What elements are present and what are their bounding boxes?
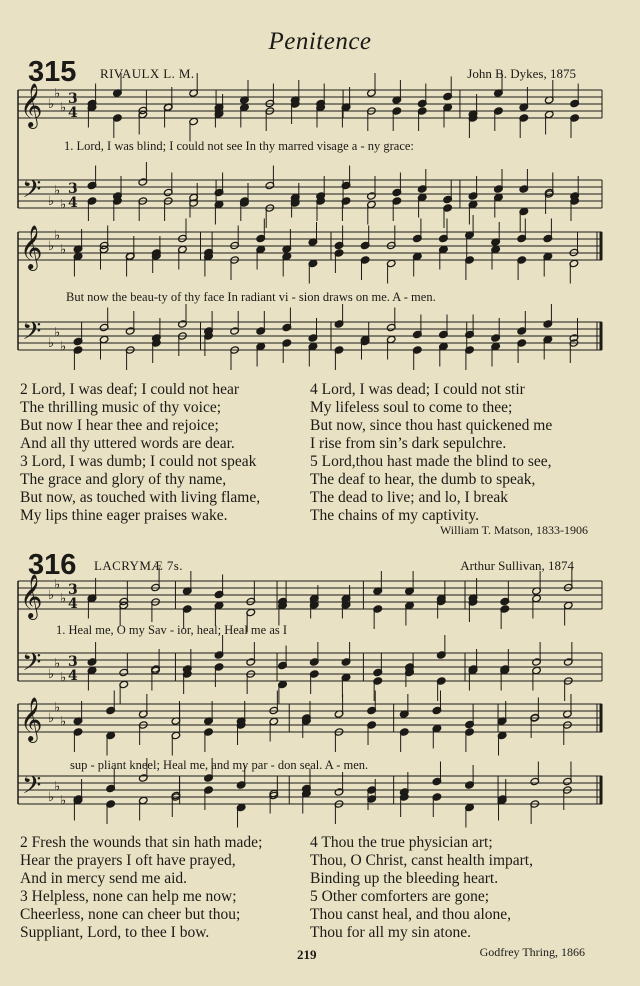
bass-clef: 𝄢 bbox=[22, 175, 42, 210]
flat-sign: ♭ bbox=[48, 239, 55, 254]
verse-line: Thou, O Christ, canst health impart, bbox=[310, 852, 533, 869]
flat-sign: ♭ bbox=[48, 194, 55, 209]
verse-line: 4 Thou the true physician art; bbox=[310, 834, 493, 851]
verse-line: Thou for all my sin atone. bbox=[310, 924, 471, 941]
verses-left bbox=[20, 834, 262, 942]
verse-line: Thou canst heal, and thou alone, bbox=[310, 906, 512, 923]
music-system-3 bbox=[18, 573, 618, 713]
verse-line: 2 Fresh the wounds that sin hath made; bbox=[20, 834, 263, 851]
composer: Arthur Sullivan, 1874 bbox=[460, 558, 574, 573]
verse-line: Binding up the bleeding heart. bbox=[310, 870, 499, 887]
hymn-number: 316 bbox=[28, 549, 77, 581]
verse-line: The grace and glory of thy name, bbox=[20, 471, 227, 488]
flat-sign: ♭ bbox=[60, 242, 67, 258]
flat-sign: ♭ bbox=[60, 670, 67, 686]
author: William T. Matson, 1833-1906 bbox=[439, 523, 588, 537]
verse-line: 5 Lord,thou hast made the blind to see, bbox=[310, 453, 552, 470]
verse-line: And all thy uttered words are dear. bbox=[20, 435, 235, 452]
verse-line: 4 Lord, I was dead; I could not stir bbox=[310, 381, 525, 398]
flat-sign: ♭ bbox=[48, 588, 55, 603]
flat-sign: ♭ bbox=[60, 339, 67, 355]
flat-sign: ♭ bbox=[54, 325, 61, 341]
verse-line: Cheerless, none can cheer but thou; bbox=[20, 906, 241, 923]
time-signature: 3 bbox=[68, 582, 78, 598]
verse-line: My lifeless soul to come to thee; bbox=[310, 399, 513, 416]
time-signature: 4 bbox=[68, 105, 78, 121]
tune-name: LACRYMÆ 7s. bbox=[94, 558, 183, 573]
bass-clef: 𝄢 bbox=[22, 648, 42, 683]
verse-line: Hear the prayers I oft have prayed, bbox=[20, 852, 236, 869]
flat-sign: ♭ bbox=[48, 790, 55, 805]
treble-clef: 𝄞 bbox=[20, 225, 43, 269]
verse-line: My lips thine eager praises wake. bbox=[20, 507, 228, 524]
flat-sign: ♭ bbox=[54, 577, 61, 593]
staff bbox=[18, 180, 602, 208]
verse-line: 2 Lord, I was deaf; I could not hear bbox=[20, 381, 240, 398]
lyrics-line: But now the beau-ty of thy face In radiant vi - sion draws on me. A - men. bbox=[66, 290, 436, 304]
lyrics-line: sup - pliant kneel; Heal me, and my par - don seal. A - men. bbox=[70, 758, 369, 772]
treble-clef: 𝄞 bbox=[20, 83, 43, 127]
verses-right bbox=[310, 834, 533, 942]
verse-line: The chains of my captivity. bbox=[310, 507, 480, 524]
flat-sign: ♭ bbox=[48, 667, 55, 682]
page-number: 219 bbox=[297, 947, 317, 962]
staff bbox=[18, 90, 602, 118]
verse-line: And in mercy send me aid. bbox=[20, 870, 188, 887]
flat-sign: ♭ bbox=[60, 100, 67, 116]
verse-line: I rise from sin’s dark sepulchre. bbox=[310, 435, 507, 452]
verse-line: The dead to live; and lo, I break bbox=[310, 489, 508, 506]
time-signature: 3 bbox=[68, 91, 78, 107]
verse-line: Suppliant, Lord, to thee I bow. bbox=[20, 924, 210, 941]
flat-sign: ♭ bbox=[54, 183, 61, 199]
flat-sign: ♭ bbox=[60, 197, 67, 213]
treble-clef: 𝄞 bbox=[20, 574, 43, 618]
flat-sign: ♭ bbox=[48, 336, 55, 351]
author: Godfrey Thring, 1866 bbox=[479, 945, 585, 959]
verses-right bbox=[310, 381, 552, 525]
hymn-number: 315 bbox=[28, 56, 77, 88]
verse-line: 3 Helpless, none can help me now; bbox=[20, 888, 237, 905]
verses-left bbox=[20, 381, 260, 525]
time-signature: 4 bbox=[68, 596, 78, 612]
flat-sign: ♭ bbox=[54, 779, 61, 795]
verse-line: But now, as touched with living flame, bbox=[20, 489, 261, 506]
flat-sign: ♭ bbox=[54, 228, 61, 244]
flat-sign: ♭ bbox=[48, 711, 55, 726]
verse-line: The thrilling music of thy voice; bbox=[20, 399, 222, 416]
time-signature: 4 bbox=[68, 668, 78, 684]
tune-name: RIVAULX L. M. bbox=[100, 66, 195, 81]
lyrics-line: 1. Lord, I was blind; I could not see In thy marred visage a - ny grace: bbox=[64, 139, 414, 153]
flat-sign: ♭ bbox=[60, 591, 67, 607]
verse-line: 3 Lord, I was dumb; I could not speak bbox=[20, 453, 257, 470]
bass-clef: 𝄢 bbox=[22, 317, 42, 352]
verse-line: But now I hear thee and rejoice; bbox=[20, 417, 219, 434]
time-signature: 4 bbox=[68, 195, 78, 211]
flat-sign: ♭ bbox=[54, 86, 61, 102]
bass-clef: 𝄢 bbox=[22, 771, 42, 806]
flat-sign: ♭ bbox=[60, 714, 67, 730]
flat-sign: ♭ bbox=[60, 793, 67, 809]
staff bbox=[18, 653, 602, 681]
flat-sign: ♭ bbox=[54, 700, 61, 716]
composer: John B. Dykes, 1875 bbox=[467, 66, 576, 81]
verse-line: The deaf to hear, the dumb to speak, bbox=[310, 471, 536, 488]
verse-line: 5 Other comforters are gone; bbox=[310, 888, 490, 905]
time-signature: 3 bbox=[68, 181, 78, 197]
flat-sign: ♭ bbox=[54, 656, 61, 672]
treble-clef: 𝄞 bbox=[20, 697, 43, 741]
section-title: Penitence bbox=[268, 28, 372, 55]
flat-sign: ♭ bbox=[48, 97, 55, 112]
verse-line: But now, since thou hast quickened me bbox=[310, 417, 553, 434]
lyrics-line: 1. Heal me, O my Sav - ior, heal; Heal me as I bbox=[56, 623, 288, 637]
time-signature: 3 bbox=[68, 654, 78, 670]
